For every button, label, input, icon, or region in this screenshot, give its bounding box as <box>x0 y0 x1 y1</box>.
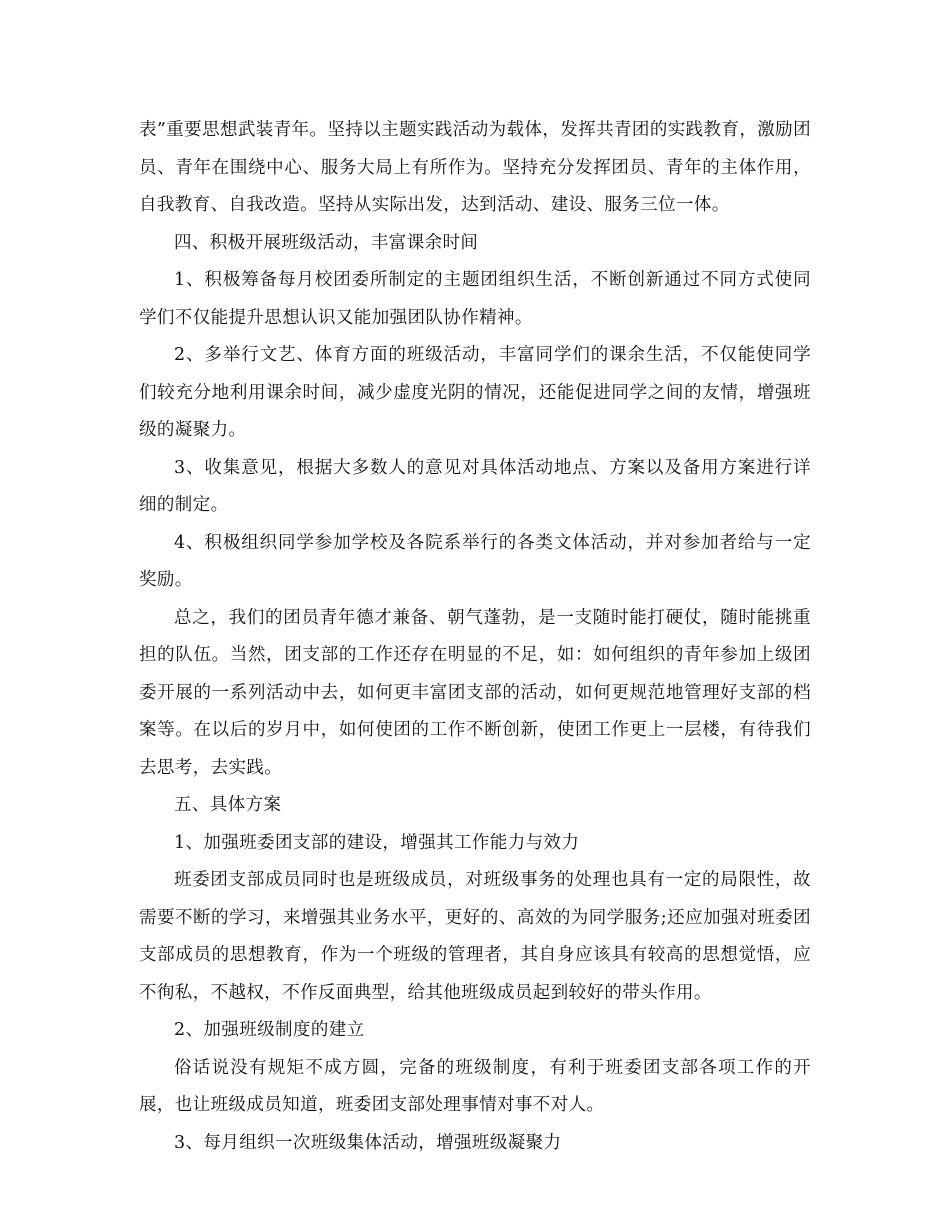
subheading-5-3: 3、每月组织一次班级集体活动，增强班级凝聚力 <box>174 1132 562 1153</box>
paragraph-5-2-body: 俗话说没有规矩不成方圆，完备的班级制度，有利于班委团支部各项工作的开展，也让班级成员知道，班委团支部处理事情对事不对人。 <box>139 1057 811 1115</box>
document-body <box>139 112 811 1162</box>
list-item-4-3: 3、收集意见，根据大多数人的意见对具体活动地点、方案以及备用方案进行详细的制定。 <box>139 457 811 515</box>
summary-paragraph: 总之，我们的团员青年德才兼备、朝气蓬勃，是一支随时能打硬仗，随时能挑重担的队伍。当然，团支部的工作还存在明显的不足，如：如何组织的青年参加上级团委开展的一系列活动中去，如何更丰富团支部的活动，如何更规范地管理好支部的档案等。在以后的岁月中，如何使团的工作不断创新，使团工作更上一层楼，有待我们去思考，去实践。 <box>139 607 811 778</box>
list-item-4-4: 4、积极组织同学参加学校及各院系举行的各类文体活动，并对参加者给与一定奖励。 <box>139 532 811 590</box>
subheading-5-2: 2、加强班级制度的建立 <box>174 1020 365 1040</box>
paragraph-5-1-body: 班委团支部成员同时也是班级成员，对班级事务的处理也具有一定的局限性，故需要不断的学习，来增强其业务水平，更好的、高效的为同学服务;还应加强对班委团支部成员的思想教育，作为一个班级的管理者，其自身应该具有较高的思想觉悟，应不徇私，不越权，不作反面典型，给其他班级成员起到较好的带头作用。 <box>139 870 811 1003</box>
paragraph-continued: 表”重要思想武装青年。坚持以主题实践活动为载体，发挥共青团的实践教育，激励团员、青年在围绕中心、服务大局上有所作为。坚持充分发挥团员、青年的主体作用，自我教育、自我改造。坚持从实际出发，达到活动、建设、服务三位一体。 <box>139 120 811 215</box>
section-heading-five: 五、具体方案 <box>174 795 282 815</box>
subheading-5-1: 1、加强班委团支部的建设，增强其工作能力与效力 <box>174 832 580 853</box>
section-heading-four: 四、积极开展班级活动，丰富课余时间 <box>174 232 479 253</box>
list-item-4-2: 2、多举行文艺、体育方面的班级活动，丰富同学们的课余生活，不仅能使同学们较充分地利用课余时间，减少虚度光阴的情况，还能促进同学之间的友情，增强班级的凝聚力。 <box>139 345 811 440</box>
list-item-4-1: 1、积极筹备每月校团委所制定的主题团组织生活，不断创新通过不同方式使同学们不仅能提升思想认识又能加强团队协作精神。 <box>139 270 811 328</box>
